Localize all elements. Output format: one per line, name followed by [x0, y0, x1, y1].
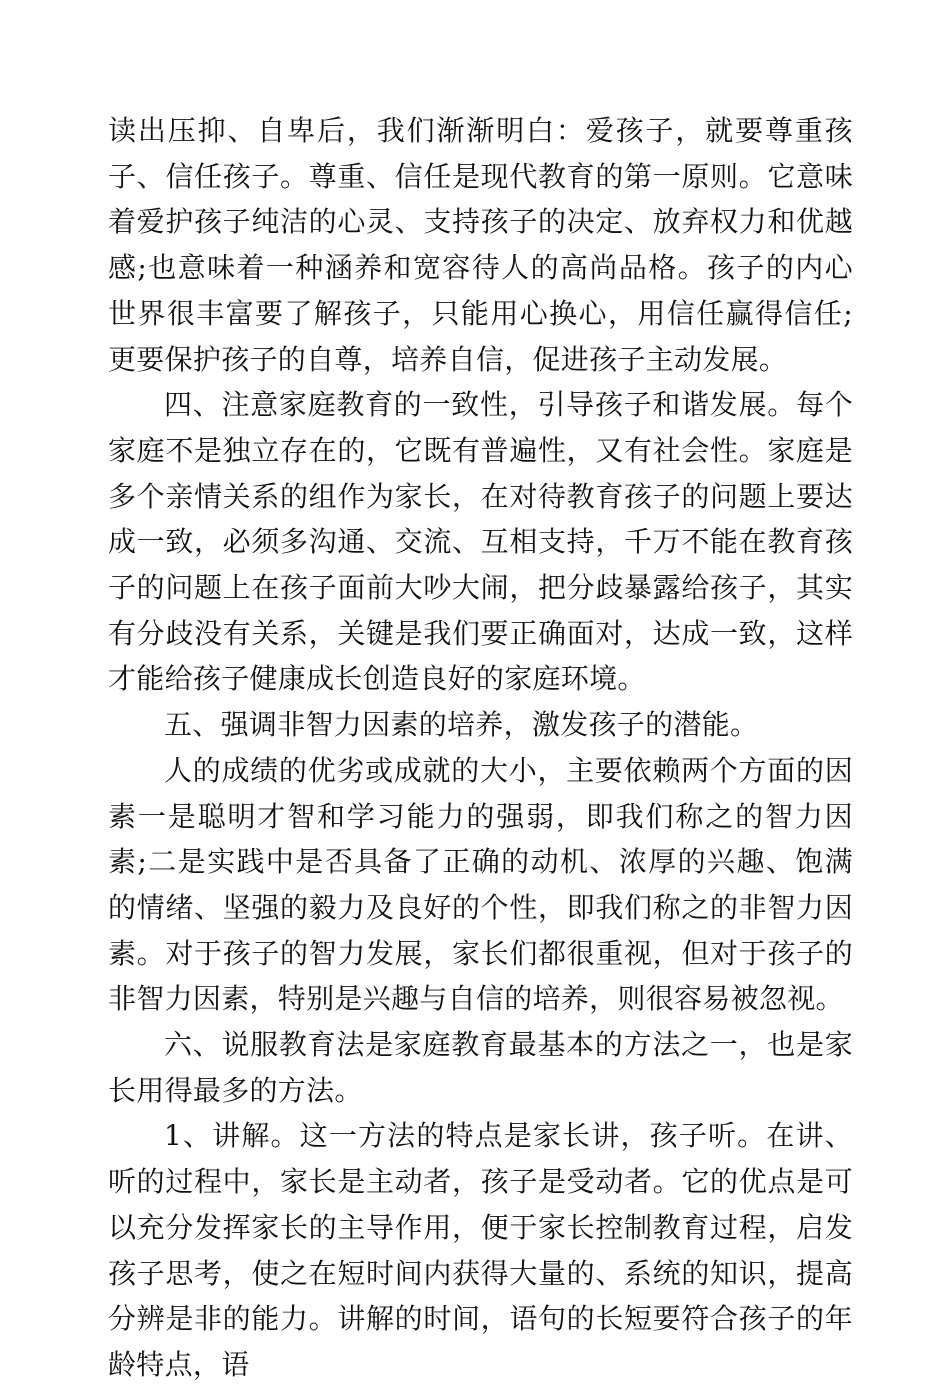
paragraph-continuation: 读出压抑、自卑后，我们渐渐明白：爱孩子，就要尊重孩子、信任孩子。尊重、信任是现代教育的第一原则。它意味着爱护孩子纯洁的心灵、支持孩子的决定、放弃权力和优越感;也意味着一种涵养和宽容待人的高尚品格。孩子的内心世界很丰富要了解孩子，只能用心换心，用信任赢得信任;更要保护孩子的自尊，培养自信，促进孩子主动发展。	[108, 114, 853, 376]
paragraph-section-five-heading: 五、强调非智力因素的培养，激发孩子的潜能。	[164, 708, 759, 742]
paragraph-non-intellectual-factors: 人的成绩的优劣或成就的大小，主要依赖两个方面的因素一是聪明才智和学习能力的强弱，即我们称之的智力因素;二是实践中是否具备了正确的动机、浓厚的兴趣、饱满的情绪、坚强的毅力及良好的个性，即我们称之的非智力因素。对于孩子的智力发展，家长们都很重视，但对于孩子的非智力因素，特别是兴趣与自信的培养，则很容易被忽视。	[108, 753, 853, 1016]
paragraph-explanation-method: 1、讲解。这一方法的特点是家长讲，孩子听。在讲、听的过程中，家长是主动者，孩子是受动者。它的优点是可以充分发挥家长的主导作用，便于家长控制教育过程，启发孩子思考，使之在短时间内获得大量的、系统的知识，提高分辨是非的能力。讲解的时间，语句的长短要符合孩子的年龄特点，语	[108, 1119, 853, 1381]
document-body	[108, 108, 853, 1388]
paragraph-section-six-heading: 六、说服教育法是家庭教育最基本的方法之一，也是家长用得最多的方法。	[108, 1028, 853, 1107]
paragraph-section-four: 四、注意家庭教育的一致性，引导孩子和谐发展。每个家庭不是独立存在的，它既有普遍性，又有社会性。家庭是多个亲情关系的组作为家长，在对待教育孩子的问题上要达成一致，必须多沟通、交流、互相支持，千万不能在教育孩子的问题上在孩子面前大吵大闹，把分歧暴露给孩子，其实有分歧没有关系，关键是我们要正确面对，达成一致，这样才能给孩子健康成长创造良好的家庭环境。	[108, 388, 853, 696]
